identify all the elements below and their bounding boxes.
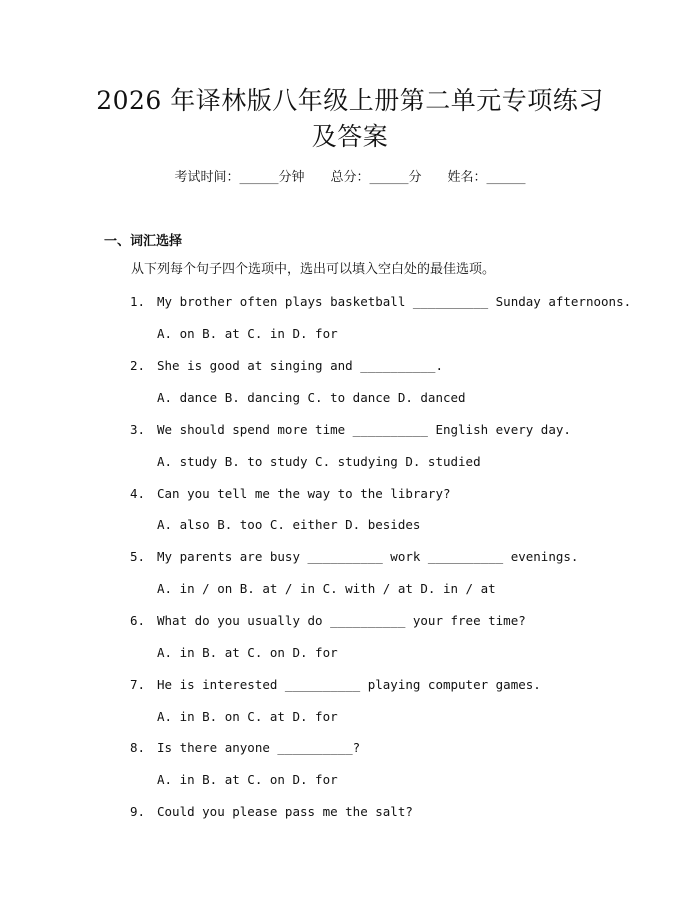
- question-9: [130, 802, 413, 822]
- section-heading: 一、词汇选择: [104, 234, 183, 249]
- question-number: 8.: [130, 740, 146, 755]
- question-text: We should spend more time __________ English every day.: [157, 422, 571, 437]
- question-3-options: A. study B. to study C. studying D. studied: [157, 454, 481, 469]
- question-text: Can you tell me the way to the library?: [157, 486, 451, 501]
- question-2-options: A. dance B. dancing C. to dance D. danced: [157, 390, 466, 405]
- question-8: [130, 738, 360, 758]
- question-text: He is interested __________ playing computer games.: [157, 677, 541, 692]
- exam-meta-line: [0, 168, 700, 188]
- document-title-line-2: 及答案: [311, 122, 389, 151]
- question-number: 4.: [130, 486, 146, 501]
- question-number: 7.: [130, 677, 146, 692]
- section-instruction: 从下列每个句子四个选项中，选出可以填入空白处的最佳选项。: [131, 262, 496, 277]
- question-number: 6.: [130, 613, 146, 628]
- question-number: 2.: [130, 358, 146, 373]
- question-7-options: A. in B. on C. at D. for: [157, 709, 338, 724]
- document-title-line-1: 2026 年译林版八年级上册第二单元专项练习: [96, 86, 604, 115]
- question-6: [130, 611, 526, 631]
- question-5: [130, 547, 578, 567]
- question-6-options: A. in B. at C. on D. for: [157, 645, 338, 660]
- question-2: [130, 356, 443, 376]
- question-5-options: A. in / on B. at / in C. with / at D. in / at: [157, 581, 496, 596]
- question-1: [130, 292, 631, 312]
- question-number: 3.: [130, 422, 146, 437]
- question-number: 1.: [130, 294, 146, 309]
- question-8-options: A. in B. at C. on D. for: [157, 772, 338, 787]
- question-text: What do you usually do __________ your free time?: [157, 613, 526, 628]
- question-7: [130, 675, 541, 695]
- question-4-options: A. also B. too C. either D. besides: [157, 517, 421, 532]
- question-text: My brother often plays basketball __________ Sunday afternoons.: [157, 294, 632, 309]
- question-text: My parents are busy __________ work __________ evenings.: [157, 549, 579, 564]
- question-text: Is there anyone __________?: [157, 740, 361, 755]
- question-text: She is good at singing and __________.: [157, 358, 443, 373]
- question-1-options: A. on B. at C. in D. for: [157, 326, 338, 341]
- name-label: 姓名：______: [447, 170, 526, 185]
- question-number: 5.: [130, 549, 146, 564]
- exam-time-label: 考试时间：______分钟: [174, 170, 305, 185]
- question-number: 9.: [130, 804, 146, 819]
- question-3: [130, 420, 571, 440]
- total-score-label: 总分：______分: [330, 170, 422, 185]
- question-4: [130, 484, 451, 504]
- question-text: Could you please pass me the salt?: [157, 804, 413, 819]
